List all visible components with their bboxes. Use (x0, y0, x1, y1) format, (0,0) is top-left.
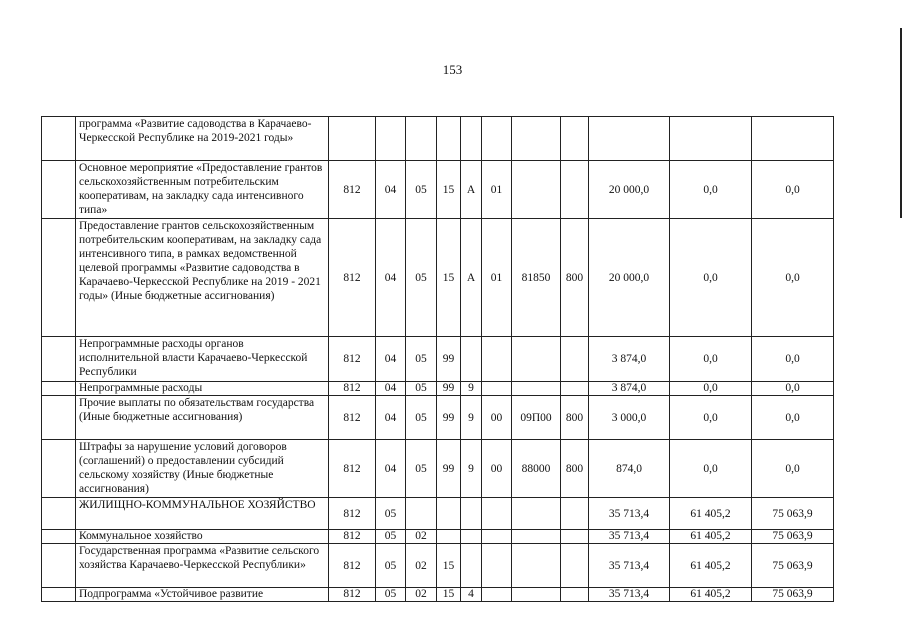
expense-type-cell: 800 (561, 440, 589, 498)
grbs-code-cell (329, 117, 376, 161)
event-code-cell (482, 337, 512, 382)
item-name-cell: Государственная программа «Развитие сельского хозяйства Карачаево-Черкесской Республики» (76, 544, 329, 588)
table-row (42, 396, 834, 440)
item-name-cell: ЖИЛИЩНО-КОММУНАЛЬНОЕ ХОЗЯЙСТВО (76, 498, 329, 530)
section-code-cell: 04 (376, 219, 406, 337)
program-code-cell (437, 498, 461, 530)
table-row (42, 530, 834, 544)
table-row (42, 219, 834, 337)
amount-year2-cell: 0,0 (670, 440, 752, 498)
amount-year3-cell: 75 063,9 (752, 530, 834, 544)
section-code-cell: 05 (376, 530, 406, 544)
table-row (42, 337, 834, 382)
subsection-code-cell: 05 (406, 161, 437, 219)
subsection-code-cell: 02 (406, 530, 437, 544)
section-code-cell: 04 (376, 396, 406, 440)
item-name-cell: Подпрограмма «Устойчивое развитие (76, 588, 329, 602)
grbs-code-cell: 812 (329, 337, 376, 382)
amount-year1-cell: 3 000,0 (589, 396, 670, 440)
program-code-cell: 15 (437, 219, 461, 337)
section-code-cell: 05 (376, 498, 406, 530)
section-code-cell: 04 (376, 337, 406, 382)
direction-code-cell (512, 530, 561, 544)
subprogram-code-cell: 9 (461, 396, 482, 440)
item-name-cell: программа «Развитие садоводства в Карачаево-Черкесской Республике на 2019-2021 годы» (76, 117, 329, 161)
section-code-cell: 04 (376, 440, 406, 498)
direction-code-cell: 88000 (512, 440, 561, 498)
subsection-code-cell: 05 (406, 382, 437, 396)
subprogram-code-cell: 9 (461, 440, 482, 498)
subprogram-code-cell: А (461, 161, 482, 219)
program-code-cell: 15 (437, 161, 461, 219)
subprogram-code-cell (461, 117, 482, 161)
direction-code-cell: 81850 (512, 219, 561, 337)
amount-year2-cell: 0,0 (670, 337, 752, 382)
direction-code-cell: 09П00 (512, 396, 561, 440)
expense-type-cell (561, 161, 589, 219)
table-row (42, 117, 834, 161)
scan-edge-mark (900, 28, 902, 218)
amount-year2-cell: 0,0 (670, 219, 752, 337)
item-name-cell: Прочие выплаты по обязательствам государства (Иные бюджетные ассигнования) (76, 396, 329, 440)
row-number-cell (42, 544, 76, 588)
row-number-cell (42, 382, 76, 396)
subsection-code-cell: 02 (406, 544, 437, 588)
grbs-code-cell: 812 (329, 382, 376, 396)
subprogram-code-cell (461, 337, 482, 382)
amount-year1-cell: 20 000,0 (589, 161, 670, 219)
program-code-cell: 99 (437, 337, 461, 382)
subsection-code-cell: 05 (406, 337, 437, 382)
event-code-cell: 00 (482, 396, 512, 440)
item-name-cell: Штрафы за нарушение условий договоров (соглашений) о предоставлении субсидий сельскому хозяйству (Иные бюджетные ассигнования) (76, 440, 329, 498)
section-code-cell: 04 (376, 161, 406, 219)
expense-type-cell (561, 588, 589, 602)
amount-year3-cell (752, 117, 834, 161)
item-name-cell: Основное мероприятие «Предоставление грантов сельскохозяйственным потребительским кооперативам, на закладку сада интенсивного типа» (76, 161, 329, 219)
program-code-cell (437, 530, 461, 544)
section-code-cell: 05 (376, 588, 406, 602)
amount-year3-cell: 75 063,9 (752, 498, 834, 530)
subprogram-code-cell (461, 530, 482, 544)
item-name-cell: Непрограммные расходы органов исполнительной власти Карачаево-Черкесской Республики (76, 337, 329, 382)
subsection-code-cell: 05 (406, 396, 437, 440)
amount-year1-cell: 874,0 (589, 440, 670, 498)
event-code-cell (482, 382, 512, 396)
direction-code-cell (512, 337, 561, 382)
table-row (42, 440, 834, 498)
direction-code-cell (512, 588, 561, 602)
grbs-code-cell: 812 (329, 440, 376, 498)
amount-year3-cell: 75 063,9 (752, 588, 834, 602)
subsection-code-cell: 05 (406, 440, 437, 498)
amount-year1-cell: 35 713,4 (589, 544, 670, 588)
amount-year1-cell: 35 713,4 (589, 588, 670, 602)
grbs-code-cell: 812 (329, 530, 376, 544)
direction-code-cell (512, 161, 561, 219)
grbs-code-cell: 812 (329, 161, 376, 219)
expense-type-cell (561, 117, 589, 161)
expense-type-cell: 800 (561, 396, 589, 440)
page-number: 153 (442, 62, 463, 77)
amount-year3-cell: 0,0 (752, 382, 834, 396)
table-row (42, 382, 834, 396)
section-code-cell: 05 (376, 544, 406, 588)
subprogram-code-cell (461, 544, 482, 588)
program-code-cell: 99 (437, 440, 461, 498)
row-number-cell (42, 396, 76, 440)
amount-year2-cell (670, 117, 752, 161)
row-number-cell (42, 117, 76, 161)
amount-year3-cell: 0,0 (752, 161, 834, 219)
amount-year3-cell: 0,0 (752, 337, 834, 382)
amount-year2-cell: 0,0 (670, 396, 752, 440)
row-number-cell (42, 161, 76, 219)
section-code-cell: 04 (376, 382, 406, 396)
grbs-code-cell: 812 (329, 396, 376, 440)
amount-year2-cell: 0,0 (670, 382, 752, 396)
amount-year1-cell: 35 713,4 (589, 530, 670, 544)
table-row (42, 498, 834, 530)
amount-year1-cell: 3 874,0 (589, 337, 670, 382)
subprogram-code-cell: А (461, 219, 482, 337)
row-number-cell (42, 588, 76, 602)
row-number-cell (42, 498, 76, 530)
table-row (42, 161, 834, 219)
subprogram-code-cell: 4 (461, 588, 482, 602)
event-code-cell (482, 117, 512, 161)
amount-year1-cell: 35 713,4 (589, 498, 670, 530)
expense-type-cell (561, 498, 589, 530)
table-row (42, 588, 834, 602)
amount-year2-cell: 61 405,2 (670, 588, 752, 602)
expense-type-cell (561, 382, 589, 396)
amount-year2-cell: 61 405,2 (670, 498, 752, 530)
row-number-cell (42, 530, 76, 544)
event-code-cell (482, 530, 512, 544)
amount-year3-cell: 0,0 (752, 396, 834, 440)
subsection-code-cell (406, 498, 437, 530)
item-name-cell: Непрограммные расходы (76, 382, 329, 396)
program-code-cell: 15 (437, 588, 461, 602)
section-code-cell (376, 117, 406, 161)
event-code-cell (482, 498, 512, 530)
grbs-code-cell: 812 (329, 544, 376, 588)
direction-code-cell (512, 544, 561, 588)
grbs-code-cell: 812 (329, 219, 376, 337)
subprogram-code-cell (461, 498, 482, 530)
expense-type-cell (561, 337, 589, 382)
amount-year3-cell: 75 063,9 (752, 544, 834, 588)
amount-year1-cell (589, 117, 670, 161)
budget-table (41, 116, 834, 602)
amount-year3-cell: 0,0 (752, 440, 834, 498)
amount-year1-cell: 3 874,0 (589, 382, 670, 396)
program-code-cell (437, 117, 461, 161)
subsection-code-cell: 02 (406, 588, 437, 602)
program-code-cell: 99 (437, 396, 461, 440)
expense-type-cell (561, 544, 589, 588)
grbs-code-cell: 812 (329, 498, 376, 530)
subprogram-code-cell: 9 (461, 382, 482, 396)
direction-code-cell (512, 498, 561, 530)
event-code-cell: 01 (482, 161, 512, 219)
subsection-code-cell: 05 (406, 219, 437, 337)
amount-year2-cell: 61 405,2 (670, 544, 752, 588)
amount-year1-cell: 20 000,0 (589, 219, 670, 337)
row-number-cell (42, 440, 76, 498)
item-name-cell: Коммунальное хозяйство (76, 530, 329, 544)
amount-year2-cell: 0,0 (670, 161, 752, 219)
subsection-code-cell (406, 117, 437, 161)
row-number-cell (42, 219, 76, 337)
grbs-code-cell: 812 (329, 588, 376, 602)
row-number-cell (42, 337, 76, 382)
event-code-cell (482, 588, 512, 602)
direction-code-cell (512, 117, 561, 161)
item-name-cell: Предоставление грантов сельскохозяйственным потребительским кооперативам, на закладку сада интенсивного типа, в рамках ведомственной целевой программы «Развитие садоводства в Карачаево-Черкесской Республике на 2019 - 2021 годы» (Иные бюджетные ассигнования) (76, 219, 329, 337)
table-row (42, 544, 834, 588)
direction-code-cell (512, 382, 561, 396)
event-code-cell: 00 (482, 440, 512, 498)
expense-type-cell (561, 530, 589, 544)
event-code-cell (482, 544, 512, 588)
program-code-cell: 15 (437, 544, 461, 588)
program-code-cell: 99 (437, 382, 461, 396)
amount-year3-cell: 0,0 (752, 219, 834, 337)
expense-type-cell: 800 (561, 219, 589, 337)
amount-year2-cell: 61 405,2 (670, 530, 752, 544)
event-code-cell: 01 (482, 219, 512, 337)
